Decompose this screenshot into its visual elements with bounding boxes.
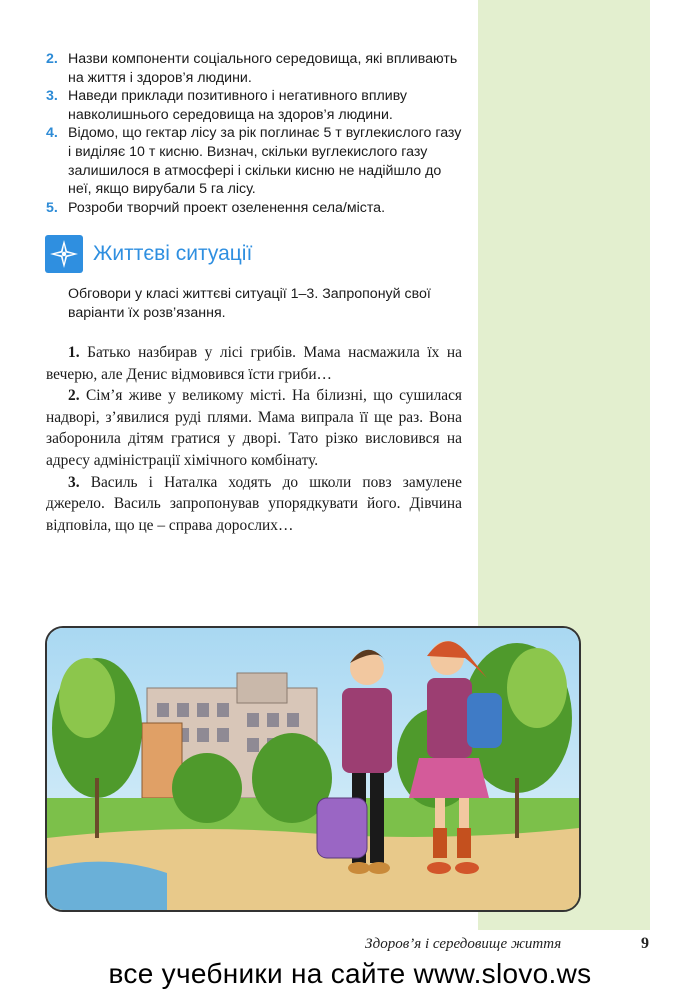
situation-text: Василь і Наталка ходять до школи повз замулене джерело. Василь запропонував упорядкувати його. Дівчина відповіла, що це – справа дорослих… bbox=[46, 473, 462, 534]
section-heading bbox=[45, 234, 252, 274]
chapter-title: Здоров’я і середовище життя bbox=[365, 936, 562, 952]
list-item bbox=[46, 472, 462, 537]
page-edge bbox=[692, 0, 700, 930]
question-number: 5. bbox=[46, 199, 58, 216]
situation-number: 2. bbox=[68, 387, 80, 405]
page-number: 9 bbox=[641, 935, 649, 952]
question-number: 2. bbox=[46, 51, 58, 67]
question-number: 3. bbox=[46, 88, 58, 105]
list-item bbox=[46, 199, 466, 218]
situation-number: 3. bbox=[68, 473, 80, 491]
list-item bbox=[46, 87, 466, 124]
situation-text: Сім’я живе у великому місті. На білизні, що сушилася надворі, з’явилися руді плями. Мама випрала її ще раз. Вона заборонила дітям гратися у дворі. Тато різко висловився на адресу адміністрації хімічного комбінату. bbox=[46, 387, 462, 469]
question-text: Розроби творчий проект озеленення села/міста. bbox=[68, 199, 386, 216]
list-item bbox=[46, 50, 466, 87]
illustration-scene bbox=[47, 628, 579, 910]
list-item bbox=[46, 385, 462, 471]
section-title: Життєві ситуації bbox=[93, 242, 253, 265]
question-text: Назви компоненти соціального середовища, які впливають на життя і здоров’я людини. bbox=[68, 51, 458, 86]
question-text: Відомо, що гектар лісу за рік поглинає 5 т вуглекислого газу і виділяє 10 т кисню. Визнач, скільки вуглекислого газу залишилося в атмосфері і скільки кисню не надійшло до неї, якщо вирубали 5 га лісу. bbox=[68, 125, 462, 198]
list-item bbox=[46, 124, 466, 198]
question-number: 4. bbox=[46, 125, 58, 142]
question-list bbox=[46, 50, 466, 217]
situation-number: 1. bbox=[68, 344, 80, 361]
situation-text: Батько назбирав у лісі грибів. Мама насмажила їх на вечерю, але Денис відмовився їсти гриби… bbox=[46, 344, 462, 383]
list-item bbox=[46, 342, 462, 385]
illustration bbox=[45, 626, 581, 912]
site-banner: все учебники на сайте www.slovo.ws bbox=[108, 958, 592, 989]
compass-star-icon bbox=[45, 235, 83, 273]
question-text: Наведи приклади позитивного і негативного впливу навколишнього середовища на здоров’я людини. bbox=[68, 88, 408, 123]
situations-list bbox=[46, 342, 462, 536]
intro-text: Обговори у класі життєві ситуації 1–3. Запропонуй свої варіанти їх розв’язання. bbox=[68, 286, 431, 321]
